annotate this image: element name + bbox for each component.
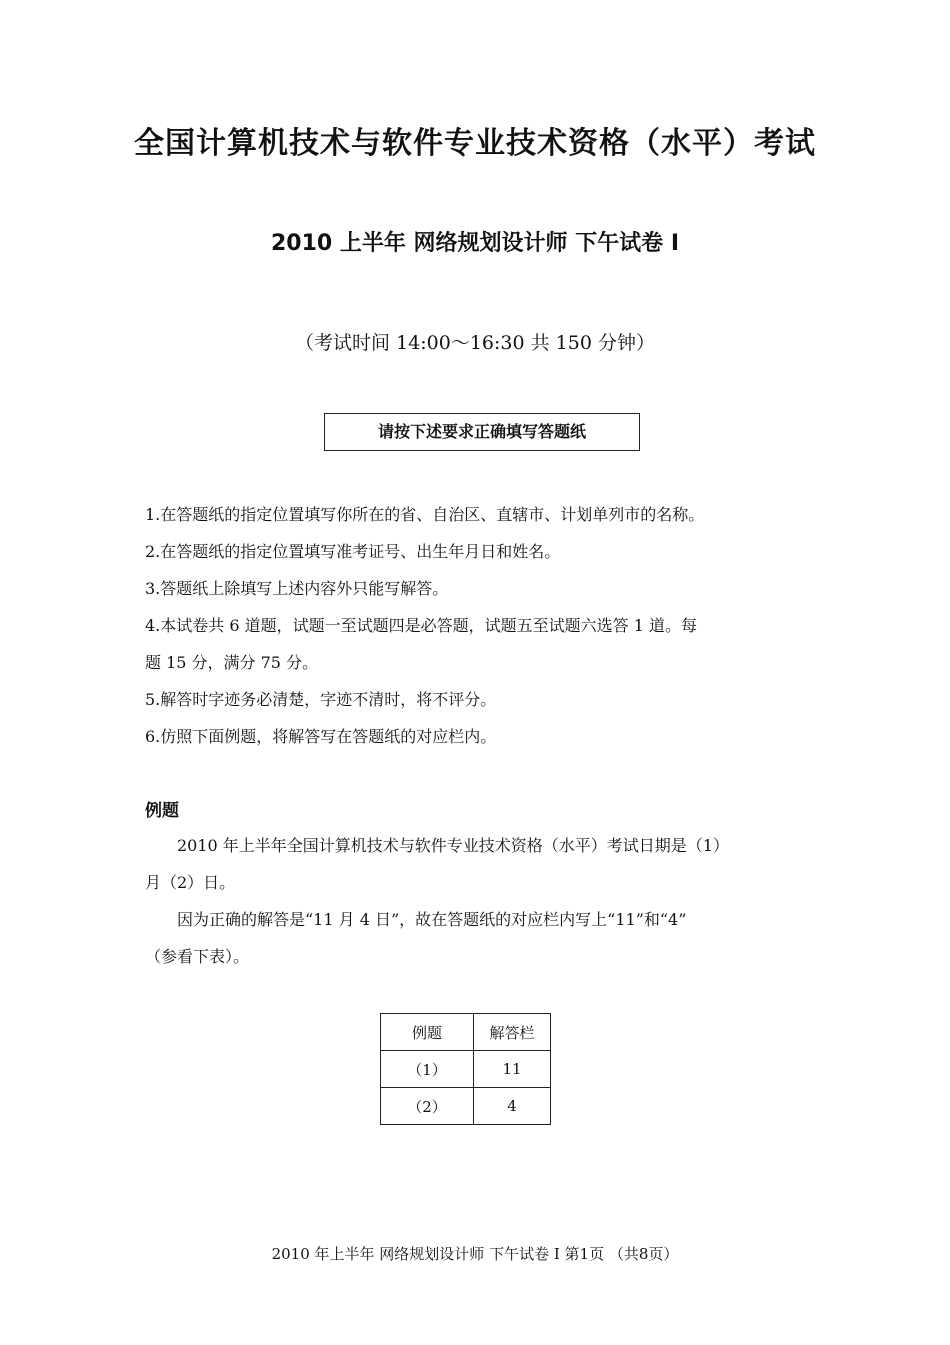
example-body xyxy=(145,827,825,975)
rule-item: 4.本试卷共 6 道题，试题一至试题四是必答题，试题五至试题六选答 1 道。每 xyxy=(145,616,697,635)
page-footer: 2010 年上半年 网络规划设计师 下午试卷 I 第1页 （共8页） xyxy=(271,1245,679,1263)
notice-box: 请按下述要求正确填写答题纸 xyxy=(324,413,640,451)
table-cell: 11 xyxy=(474,1051,551,1088)
exam-time: （考试时间 14:00～16:30 共 150 分钟） xyxy=(295,332,655,354)
table-header-cell: 解答栏 xyxy=(474,1014,551,1051)
example-heading: 例题 xyxy=(145,801,179,821)
table-header-row xyxy=(381,1014,551,1051)
rule-item: 2.在答题纸的指定位置填写准考证号、出生年月日和姓名。 xyxy=(145,542,561,561)
table-row xyxy=(381,1088,551,1125)
rule-item: 1.在答题纸的指定位置填写你所在的省、自治区、直辖市、计划单列市的名称。 xyxy=(145,505,705,524)
table-cell: 4 xyxy=(474,1088,551,1125)
example-line: （参看下表）。 xyxy=(145,947,250,966)
table-header-cell: 例题 xyxy=(381,1014,474,1051)
example-line: 月（2）日。 xyxy=(145,873,236,892)
rule-item: 3.答题纸上除填写上述内容外只能写解答。 xyxy=(145,579,449,598)
answer-table xyxy=(380,1013,551,1125)
table-cell: （1） xyxy=(381,1051,474,1088)
example-line: 2010 年上半年全国计算机技术与软件专业技术资格（水平）考试日期是（1） xyxy=(177,836,729,855)
rule-item: 5.解答时字迹务必清楚，字迹不清时，将不评分。 xyxy=(145,690,497,709)
rule-item-continuation: 题 15 分，满分 75 分。 xyxy=(145,653,319,672)
exam-subtitle: 2010 上半年 网络规划设计师 下午试卷 I xyxy=(270,231,680,256)
table-cell: （2） xyxy=(381,1088,474,1125)
rule-item: 6.仿照下面例题，将解答写在答题纸的对应栏内。 xyxy=(145,727,497,746)
table-row xyxy=(381,1051,551,1088)
example-line: 因为正确的解答是“11 月 4 日”，故在答题纸的对应栏内写上“11”和“4” xyxy=(177,910,687,929)
rules-list xyxy=(145,496,825,755)
page-title: 全国计算机技术与软件专业技术资格（水平）考试 xyxy=(134,126,816,161)
